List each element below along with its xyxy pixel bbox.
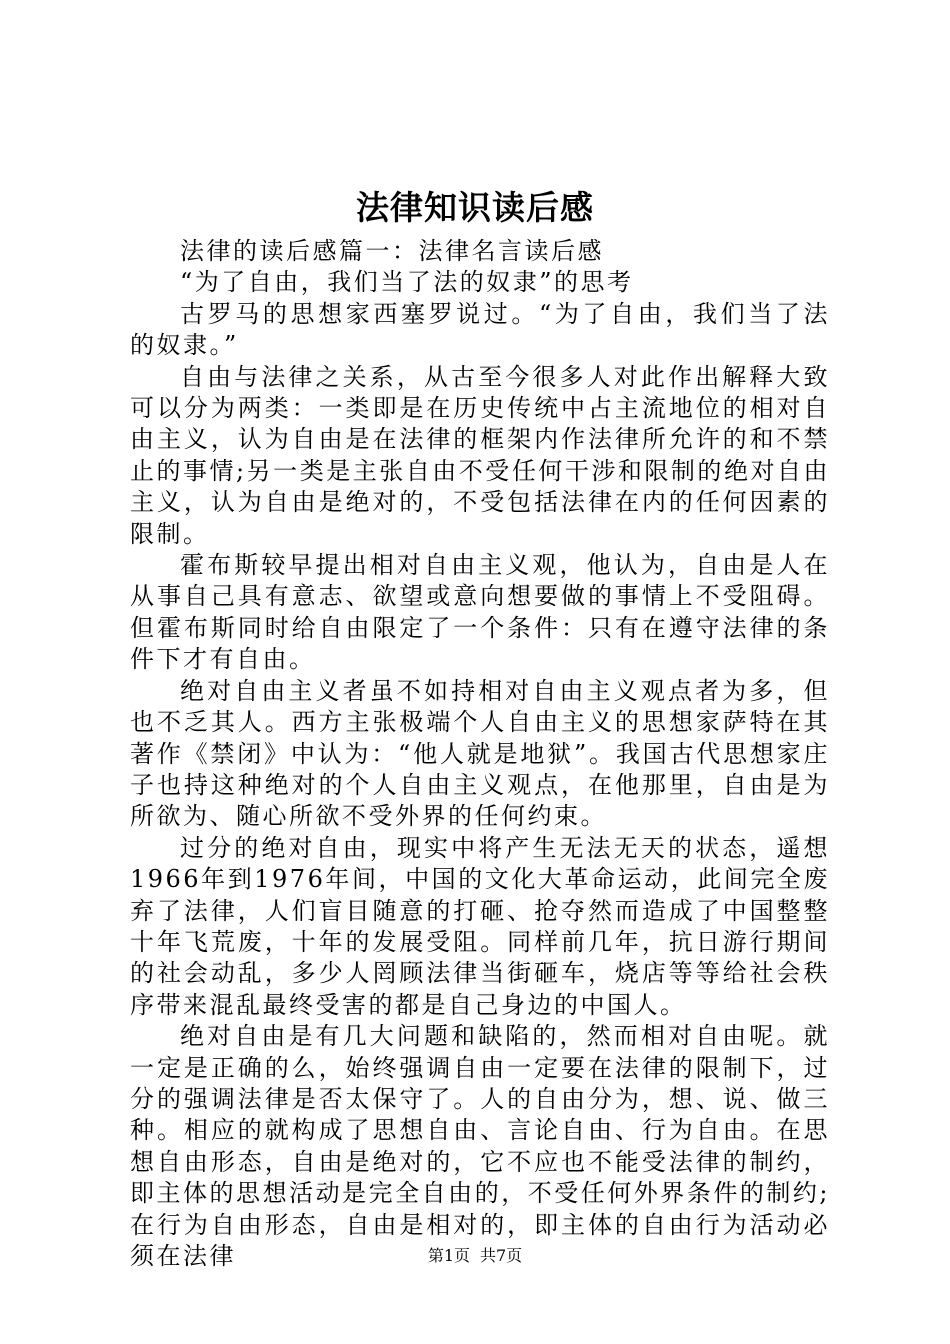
page-number: 第1页 [427, 1246, 470, 1265]
paragraph: 古罗马的思想家西塞罗说过。“为了自由，我们当了法的奴隶。” [130, 299, 830, 360]
paragraph: “为了自由，我们当了法的奴隶”的思考 [180, 268, 634, 297]
document-title: 法律知识读后感 [356, 188, 594, 227]
paragraph: 法律的读后感篇一：法律名言读后感 [180, 237, 604, 265]
page-total: 共7页 [480, 1246, 523, 1265]
paragraph: 绝对自由主义者虽不如持相对自由主义观点者为多，但也不乏其人。西方主张极端个人自由主义的思想家萨特在其著作《禁闭》中认为：“他人就是地狱”。我国古代思想家庄子也持这种绝对的个人自由主义观点，在他那里，自由是为所欲为、随心所欲不受外界的任何约束。 [130, 676, 830, 831]
paragraph: 过分的绝对自由，现实中将产生无法无天的状态，遥想1966年到1976年间，中国的文化大革命运动，此间完全废弃了法律，人们盲目随意的打砸、抢夺然而造成了中国整整十年飞荒废，十年的发展受阻。同样前几年，抗日游行期间的社会动乱，多少人罔顾法律当街砸车，烧店等等给社会秩序带来混乱最终受害的都是自己身边的中国人。 [130, 833, 830, 1019]
paragraph: 霍布斯较早提出相对自由主义观，他认为，自由是人在从事自己具有意志、欲望或意向想要做的事情上不受阻碍。但霍布斯同时给自由限定了一个条件：只有在遵守法律的条件下才有自由。 [130, 551, 830, 674]
paragraph: 自由与法律之关系，从古至今很多人对此作出解释大致可以分为两类：一类即是在历史传统中占主流地位的相对自由主义，认为自由是在法律的框架内作法律所允许的和不禁止的事情;另一类是主张自由不受任何干涉和限制的绝对自由主义，认为自由是绝对的，不受包括法律在内的任何因素的限制。 [130, 362, 830, 548]
document-body [130, 236, 830, 1272]
page-footer [0, 1246, 950, 1266]
paragraph: 绝对自由是有几大问题和缺陷的，然而相对自由呢。就一定是正确的么，始终强调自由一定要在法律的限制下，过分的强调法律是否太保守了。人的自由分为，想、说、做三种。相应的就构成了思想自由、言论自由、行为自由。在思想自由形态，自由是绝对的，它不应也不能受法律的制约，即主体的思想活动是完全自由的，不受任何外界条件的制约;在行为自由形态，自由是相对的，即主体的自由行为活动必须在法律 [130, 1022, 830, 1270]
